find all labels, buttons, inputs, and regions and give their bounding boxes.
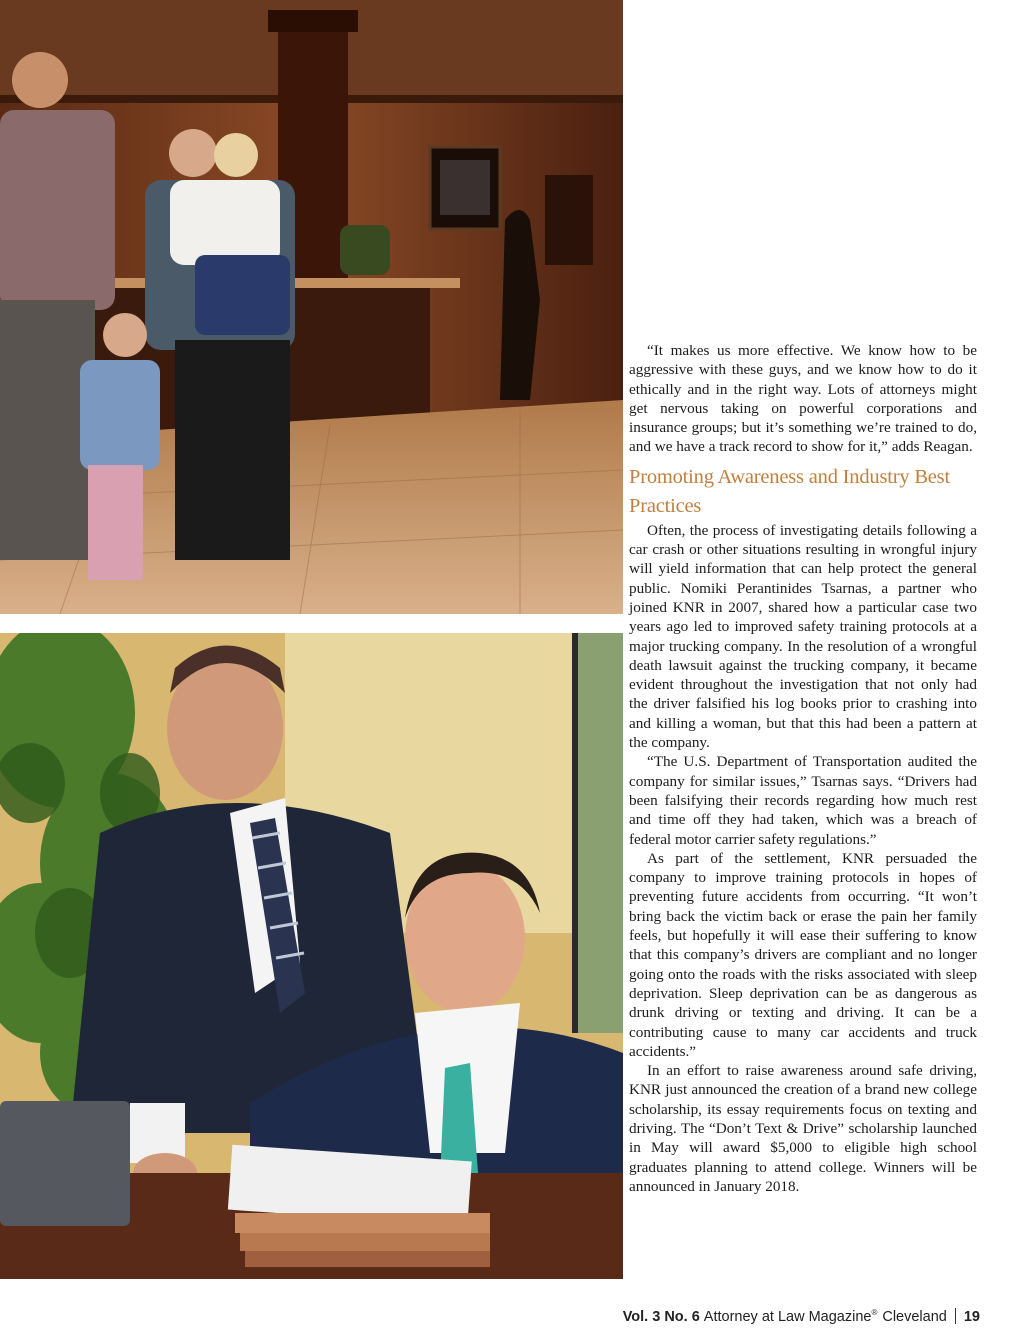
page-footer: [623, 1305, 980, 1325]
footer-divider: [955, 1308, 956, 1324]
magazine-name: Attorney at Law Magazine: [703, 1309, 872, 1325]
article-paragraph: In an effort to raise awareness around safe driving, KNR just announced the creation of a brand new college scholarship, its essay requirements focus on texting and driving. The “Don’t Text & Drive” scholarship launched in May will award $5,000 to eligible high school graduates planning to attend college. Winners will be announced in January 2018.: [629, 1062, 977, 1195]
article-paragraph: Often, the process of investigating details following a car crash or other situations resulting in wrongful injury will yield information that can help protect the general public. Nomiki Perantinides Tsarnas, a partner who joined KNR in 2007, shared how a particular case two years ago led to improved safety training protocols at a major trucking company. In the resolution of a wrongful death lawsuit against the trucking company, it became evident throughout the investigation that not only had the driver falsified his log books prior to crashing into and killing a woman, but that this had been a pattern at the company.: [629, 521, 977, 752]
issue-volume: Vol. 3 No. 6: [622, 1309, 700, 1325]
registered-mark: ®: [871, 1308, 878, 1317]
article-column: [629, 341, 977, 1196]
article-paragraph: “It makes us more effective. We know how to be aggressive with these guys, and we know how to do it ethically and in the right way. Lots of attorneys might get nervous taking on powerful corporations and insurance groups; but it’s something we’re trained to do, and we have a track record to show for it,” adds Reagan.: [629, 342, 977, 456]
page-number: 19: [963, 1309, 980, 1325]
bottom-photo-attorneys: [0, 633, 623, 1279]
top-photo-family-lobby: [0, 0, 623, 614]
article-paragraph: “The U.S. Department of Transportation audited the company for similar issues,” Tsarnas says. “Drivers had been falsifying their records regarding how much rest and time off they had taken, which was a breach of federal motor carrier safety regulations.”: [629, 753, 977, 848]
edition-city: Cleveland: [882, 1309, 947, 1325]
article-paragraph: As part of the settlement, KNR persuaded the company to improve training protocols in hopes of preventing future accidents from occurring. “It won’t bring back the victim back or erase the pain her family feels, but hopefully it will ease their suffering to know that this company’s drivers are compliant and no longer going onto the roads with the risks associated with sleep deprivation. Sleep deprivation can be as dangerous as drunk driving or texting and driving. It can be a contributing cause to many car accidents and truck accidents.”: [629, 849, 977, 1060]
section-heading: Promoting Awareness and Industry Best Practices: [629, 465, 950, 517]
